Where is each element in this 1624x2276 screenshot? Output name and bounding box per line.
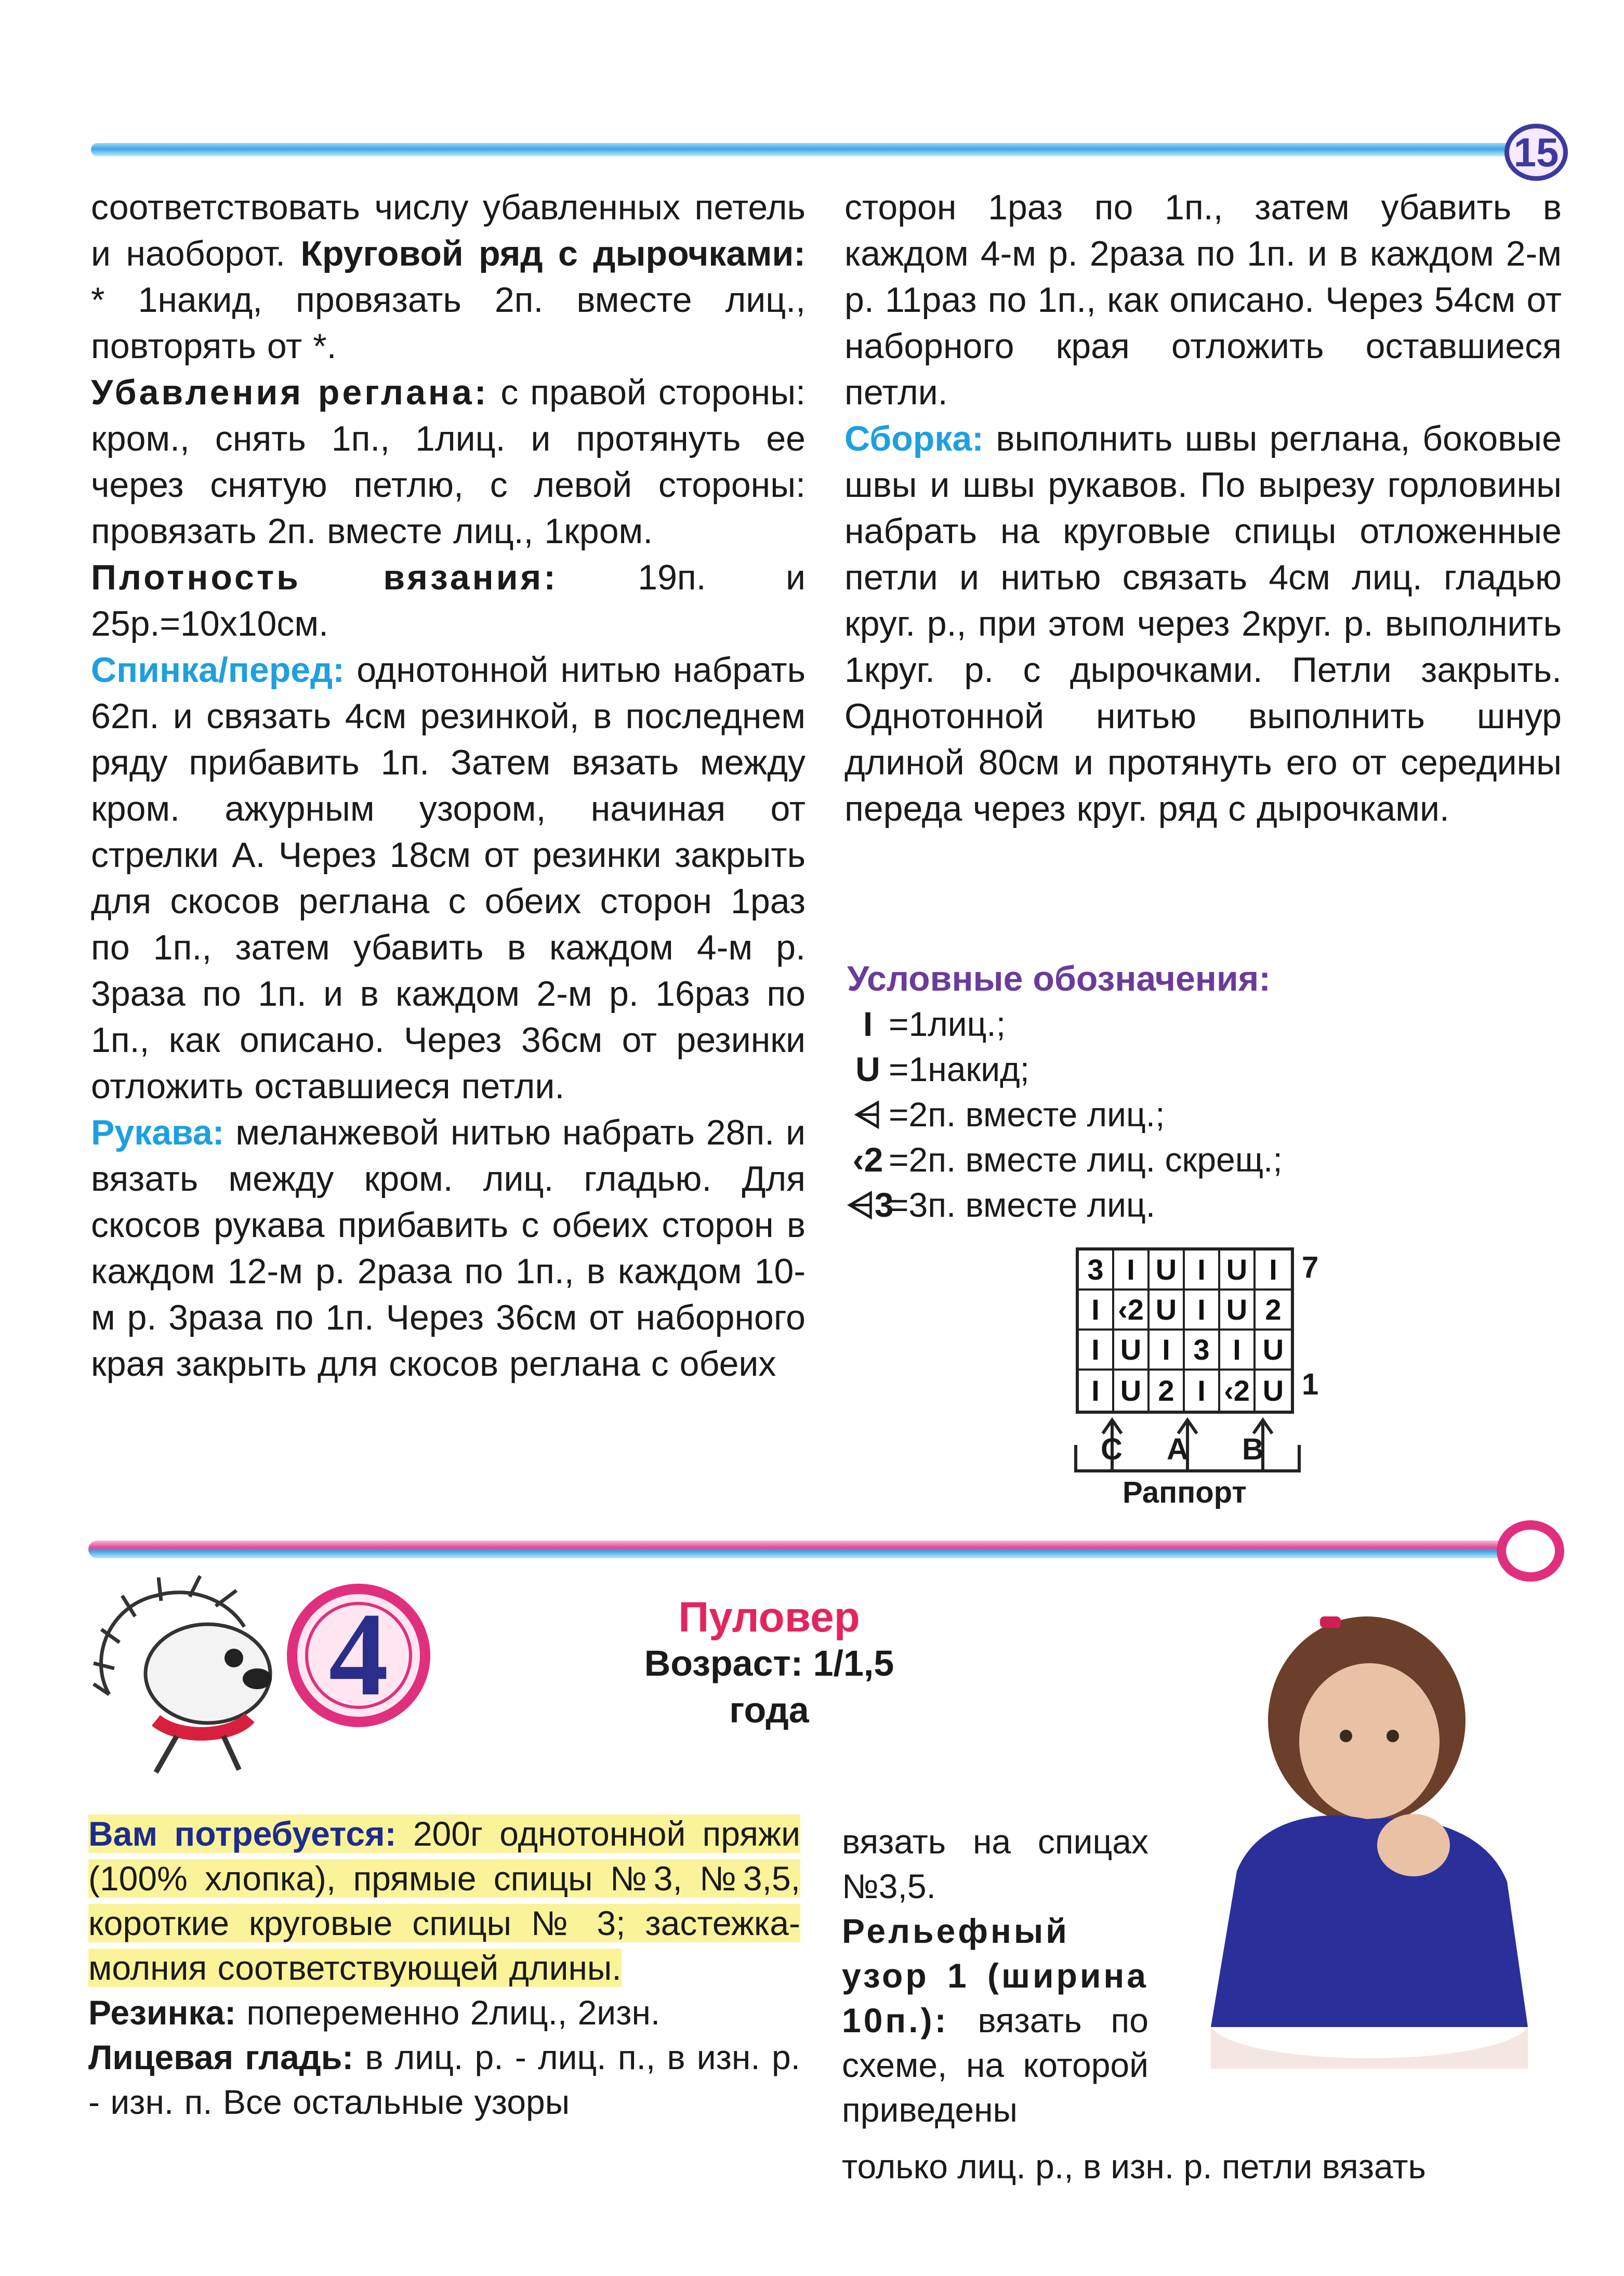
legend-text: =2п. вместе лиц.;	[889, 1095, 1165, 1134]
chart-row-label-bottom: 1	[1302, 1367, 1319, 1401]
project-number: 4	[328, 1588, 389, 1720]
heading-gauge: Плотность вязания:	[91, 558, 558, 597]
chart-cell: I	[1256, 1251, 1291, 1291]
chart-caption: Раппорт	[1123, 1476, 1247, 1509]
heading-circular-row: Круговой ряд с дырочками:	[300, 234, 806, 273]
project-title: Пуловер	[678, 1594, 860, 1641]
left-column	[91, 185, 806, 1387]
chart-cell: I	[1114, 1251, 1150, 1291]
heading-materials: Вам потребуется:	[88, 1814, 397, 1853]
arrow-label-c: C	[1101, 1432, 1123, 1466]
arrow-label-b: B	[1242, 1432, 1264, 1466]
paragraph-circular-row	[91, 185, 806, 370]
chart-cell: I	[1185, 1251, 1220, 1291]
paragraph-back-front	[91, 647, 806, 1110]
heading-assembly: Сборка:	[844, 419, 984, 458]
paragraph-rib	[88, 1990, 800, 2035]
right-column	[844, 185, 1562, 832]
k2tog-symbol-icon: ⩤	[854, 1095, 882, 1134]
text: с правой стороны: кром., снять 1п., 1лиц. и протянуть ее через снятую петлю, с левой стороны: провязать 2п. вместе лиц., 1кром.	[91, 373, 806, 551]
text: вязать по схеме, на которой приведены	[842, 2001, 1148, 2129]
chart-cell: U	[1150, 1251, 1185, 1291]
text: 200г однотонной пряжи (100% хлопка), прямые спицы №3, №3,5, короткие круговые спицы № 3; застежка-молния соответствующей длины.	[88, 1814, 800, 1987]
chart-cell: U	[1220, 1251, 1256, 1291]
heading-raglan: Убавления реглана:	[91, 373, 489, 412]
legend-text: =2п. вместе лиц. скрещ.;	[889, 1140, 1283, 1179]
section-divider	[88, 1541, 1528, 1558]
chart-cell: 2	[1256, 1291, 1291, 1331]
paragraph-sleeves-cont: сторон 1раз по 1п., затем убавить в каждом 4-м р. 2раза по 1п. и в каждом 2-м р. 11раз по 1п., как описано. Через 54см от наборного края отложить оставшиеся петли.	[844, 188, 1562, 412]
chart-cell: U	[1220, 1291, 1256, 1331]
paragraph-sleeves	[91, 1110, 806, 1387]
chart-cell: I	[1150, 1331, 1185, 1371]
legend-text: =1накид;	[889, 1050, 1029, 1088]
paragraph-relief-pattern	[842, 1909, 1148, 2132]
text: выполнить швы реглана, боковые швы и швы рукавов. По вырезу горловины набрать на круговые спицы отложенные петли и нитью связать 4см лиц. гладью круг. р., при этом через 2круг. р. выполнить 1круг. р. с дырочками. Петли закрыть. Однотонной нитью выполнить шнур длиной 80см и протянуть его от середины переда через круг. ряд с дырочками.	[844, 419, 1562, 828]
chart-cell: 3	[1079, 1251, 1114, 1291]
chart-cell: I	[1185, 1291, 1220, 1331]
chart-cell: ‹2	[1114, 1291, 1150, 1331]
legend-item	[847, 1092, 1283, 1137]
chart-row-label-top: 7	[1302, 1251, 1319, 1284]
page-number-badge: 15	[1504, 124, 1568, 181]
child-photo	[1164, 1601, 1559, 2089]
text: соответствовать числу убавленных петель и наоборот.	[91, 188, 806, 273]
hedgehog-mascot-icon	[78, 1564, 296, 1783]
legend-item	[847, 1137, 1283, 1182]
yarn-over-symbol-icon: U	[855, 1050, 880, 1088]
arrow-label-a: A	[1167, 1432, 1189, 1466]
chart-cell: 2	[1150, 1371, 1185, 1411]
k2tog-crossed-symbol-icon: ‹2	[852, 1140, 883, 1179]
chart-cell: ‹2	[1220, 1371, 1256, 1411]
knit-symbol-icon: I	[863, 1005, 873, 1043]
paragraph-materials	[88, 1811, 800, 1990]
heading-sleeves: Рукава:	[91, 1113, 225, 1152]
chart-cell: U	[1150, 1291, 1185, 1331]
legend-text: =3п. вместе лиц.	[889, 1186, 1156, 1224]
legend-item	[847, 1002, 1283, 1047]
text: однотонной нитью набрать 62п. и связать 4см резинкой, в последнем ряду прибавить 1п. Затем вязать между кром. ажурным узором, начиная от стрелки А. Через 18см от резинки закрыть для скосов реглана с обеих сторон 1раз по 1п., затем убавить в каждом 4-м р. 3раза по 1п. и в каждом 2-м р. 16раз по 1п., как описано. Через 36см от резинки отложить оставшиеся петли.	[91, 650, 806, 1106]
legend-item	[847, 1182, 1283, 1228]
stitch-chart	[1076, 1247, 1294, 1414]
heading-relief-pattern: Рельефный узор 1 (ширина 10п.):	[842, 1912, 1148, 2040]
chart-cell: I	[1220, 1331, 1256, 1371]
text: 19п. и 25р.=10х10см.	[91, 558, 806, 643]
chart-cell: 3	[1185, 1331, 1220, 1371]
heading-back-front: Спинка/перед:	[91, 650, 345, 690]
paragraph-raglan	[91, 370, 806, 555]
header-divider	[91, 143, 1515, 156]
paragraph-needles: вязать на спицах №3,5.	[842, 1822, 1148, 1905]
paragraph-assembly	[844, 416, 1562, 832]
chart-cell: I	[1185, 1371, 1220, 1411]
project-age-line2: года	[729, 1690, 809, 1730]
section2-left-column	[88, 1811, 800, 2124]
legend	[847, 956, 1283, 1228]
paragraph-gauge	[91, 555, 806, 647]
section2-mid-column	[842, 1819, 1148, 2132]
chart-cell: I	[1079, 1371, 1114, 1411]
text: в лиц. р. - лиц. п., в изн. р. - изн. п. Все остальные узоры	[88, 2038, 800, 2121]
project-age-line1: Возраст: 1/1,5	[644, 1643, 894, 1683]
text: * 1накид, провязать 2п. вместе лиц., повторять от *.	[91, 280, 806, 366]
chart-cell: U	[1256, 1331, 1291, 1371]
divider-ring-icon	[1497, 1520, 1564, 1582]
chart-cell: U	[1114, 1331, 1150, 1371]
heading-stockinette: Лицевая гладь:	[88, 2038, 354, 2076]
k3tog-symbol-icon: ⩤3	[847, 1186, 894, 1224]
chart-cell: U	[1114, 1371, 1150, 1411]
heading-rib: Резинка:	[88, 1993, 236, 2032]
legend-text: =1лиц.;	[889, 1005, 1006, 1043]
chart-cell: I	[1079, 1331, 1114, 1371]
text: меланжевой нитью набрать 28п. и вязать между кром. лиц. гладью. Для скосов рукава прибавить с обеих сторон в каждом 12-м р. 2раза по 1п., в каждом 10-м р. 3раза по 1п. Через 36см от наборного края закрыть для скосов реглана с обеих	[91, 1113, 806, 1384]
chart-cell: I	[1079, 1291, 1114, 1331]
legend-title: Условные обозначения:	[847, 959, 1271, 998]
text: попеременно 2лиц., 2изн.	[236, 1993, 661, 2032]
bottom-line: только лиц. р., в изн. р. петли вязать	[842, 2147, 1426, 2186]
chart-cell: U	[1262, 1374, 1284, 1407]
paragraph-stockinette	[88, 2035, 800, 2124]
legend-item	[847, 1047, 1283, 1092]
